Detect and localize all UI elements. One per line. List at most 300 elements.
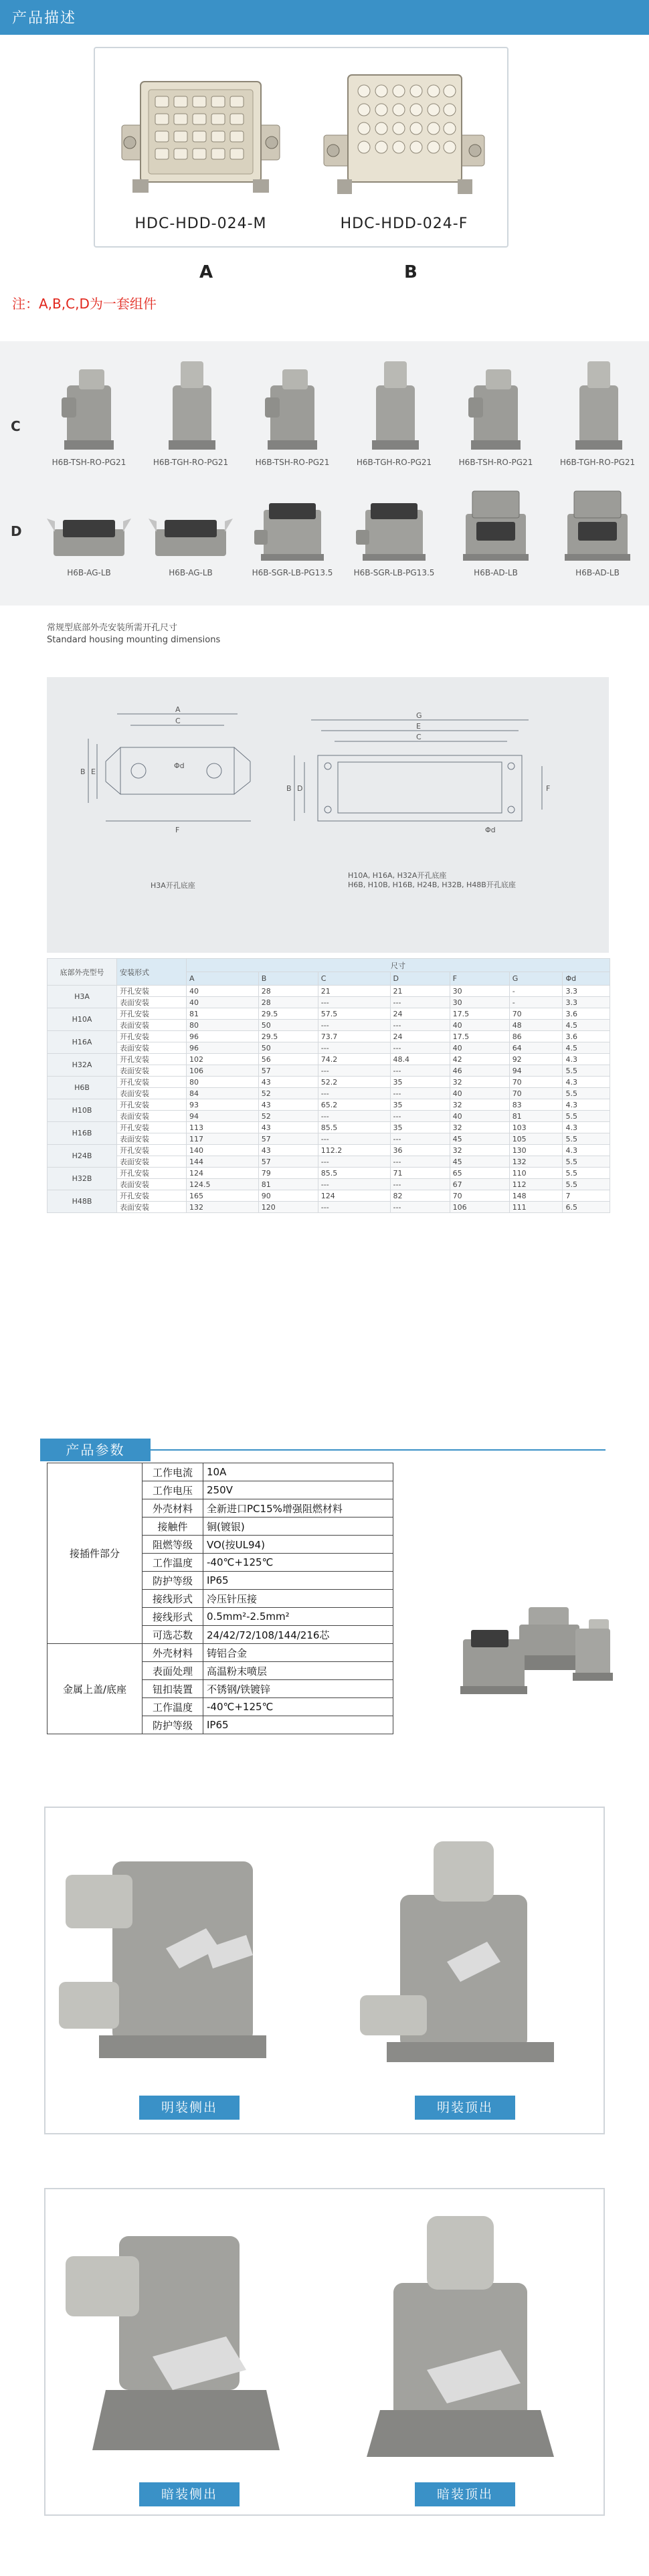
- table-cell-value: 21: [390, 986, 450, 997]
- table-cell-value: 3.6: [563, 1008, 610, 1020]
- table-cell-value: 93: [187, 1099, 259, 1111]
- table-cell-value: 5.5: [563, 1088, 610, 1099]
- table-row: [48, 1168, 610, 1179]
- table-cell-value: 24: [390, 1008, 450, 1020]
- table-cell-value: 81: [187, 1008, 259, 1020]
- table-col: F: [450, 972, 509, 986]
- table-cell-value: 85.5: [318, 1168, 390, 1179]
- table-cell-mount: 表面安装: [117, 1179, 187, 1190]
- table-cell-mount: 开孔安装: [117, 1122, 187, 1133]
- param-key: 工作电流: [143, 1463, 203, 1481]
- table-cell-model: H10A: [48, 1008, 117, 1031]
- dim-label-e: E: [91, 767, 96, 776]
- table-row: [48, 1145, 610, 1156]
- param-value: -40℃+125℃: [203, 1554, 393, 1572]
- table-cell-value: 82: [390, 1190, 450, 1202]
- table-cell-value: 32: [450, 1145, 509, 1156]
- table-row: [48, 1156, 610, 1168]
- female-insert-image: [317, 62, 491, 202]
- table-cell-model: H10B: [48, 1099, 117, 1122]
- param-row: [48, 1644, 393, 1662]
- base-item: [344, 496, 444, 577]
- table-cell-value: 140: [187, 1145, 259, 1156]
- table-cell-value: 45: [450, 1133, 509, 1145]
- insert-model-b: HDC-HDD-024-F: [340, 215, 468, 232]
- table-cell-value: 48: [509, 1020, 563, 1031]
- table-cell-value: 102: [187, 1054, 259, 1065]
- table-cell-value: 52: [258, 1088, 318, 1099]
- table-cell-mount: 开孔安装: [117, 1008, 187, 1020]
- table-cell-value: 3.3: [563, 997, 610, 1008]
- table-row: [48, 1065, 610, 1077]
- table-cell-value: 28: [258, 997, 318, 1008]
- caption-surface-side: 明装侧出: [139, 2096, 240, 2120]
- table-cell-value: 29.5: [258, 1008, 318, 1020]
- table-cell-model: H16A: [48, 1031, 117, 1054]
- table-cell-value: 35: [390, 1122, 450, 1133]
- table-cell-value: ---: [390, 1111, 450, 1122]
- recessed-mount-panel: [44, 2188, 605, 2516]
- param-value: 全新进口PC15%增强阻燃材料: [203, 1499, 393, 1517]
- table-cell-model: H16B: [48, 1122, 117, 1145]
- table-cell-value: 56: [258, 1054, 318, 1065]
- table-cell-value: 106: [187, 1065, 259, 1077]
- table-cell-value: ---: [390, 997, 450, 1008]
- base-caption: H6B-AG-LB: [67, 568, 111, 577]
- table-cell-model: H48B: [48, 1190, 117, 1213]
- dim-left-caption: H3A开孔底座: [151, 881, 195, 890]
- params-table: [47, 1463, 393, 1734]
- table-cell-mount: 表面安装: [117, 1065, 187, 1077]
- table-cell-value: 36: [390, 1145, 450, 1156]
- hood-item: [446, 355, 546, 467]
- param-key: 接线形式: [143, 1590, 203, 1608]
- param-value: -40℃+125℃: [203, 1698, 393, 1716]
- dim-label-phi2: Φd: [485, 826, 496, 834]
- insert-model-a: HDC-HDD-024-M: [134, 215, 267, 232]
- table-cell-value: ---: [390, 1202, 450, 1213]
- param-key: 接触件: [143, 1517, 203, 1536]
- table-cell-value: 165: [187, 1190, 259, 1202]
- table-cell-value: 124.5: [187, 1179, 259, 1190]
- table-cell-value: 57: [258, 1065, 318, 1077]
- table-cell-value: 43: [258, 1122, 318, 1133]
- table-cell-value: 7: [563, 1190, 610, 1202]
- table-cell-value: ---: [390, 1179, 450, 1190]
- table-cell-value: 4.3: [563, 1054, 610, 1065]
- table-cell-mount: 表面安装: [117, 1042, 187, 1054]
- table-row: [48, 1077, 610, 1088]
- table-cell-value: ---: [390, 1020, 450, 1031]
- table-cell-value: 144: [187, 1156, 259, 1168]
- table-cell-mount: 表面安装: [117, 1111, 187, 1122]
- table-cell-value: 57: [258, 1156, 318, 1168]
- table-cell-value: 96: [187, 1042, 259, 1054]
- params-table-body: [48, 1463, 393, 1734]
- table-cell-value: 32: [450, 1077, 509, 1088]
- param-key: 外壳材料: [143, 1644, 203, 1662]
- caption-recessed-side: 暗装侧出: [139, 2482, 240, 2506]
- param-key: 可选芯数: [143, 1626, 203, 1644]
- table-cell-value: 32: [450, 1122, 509, 1133]
- param-row: [48, 1463, 393, 1481]
- table-cell-mount: 表面安装: [117, 1202, 187, 1213]
- dims-title-en: Standard housing mounting dimensions: [47, 635, 221, 645]
- table-cell-mount: 表面安装: [117, 1088, 187, 1099]
- table-row: [48, 1122, 610, 1133]
- table-col: G: [509, 972, 563, 986]
- table-row: [48, 1179, 610, 1190]
- table-cell-value: 70: [509, 1008, 563, 1020]
- table-cell-value: 74.2: [318, 1054, 390, 1065]
- table-cell-value: 96: [187, 1031, 259, 1042]
- table-cell-value: 17.5: [450, 1008, 509, 1020]
- hood-caption: H6B-TGH-RO-PG21: [559, 458, 636, 467]
- table-cell-value: 105: [509, 1133, 563, 1145]
- dims-title: [47, 622, 220, 646]
- table-cell-value: 90: [258, 1190, 318, 1202]
- table-cell-value: 40: [450, 1111, 509, 1122]
- table-cell-value: ---: [318, 1065, 390, 1077]
- housing-grid: [0, 341, 649, 606]
- table-cell-value: 71: [390, 1168, 450, 1179]
- params-divider: [151, 1449, 606, 1451]
- dim-label-d2: D: [297, 784, 303, 793]
- hood-caption: H6B-TSH-RO-PG21: [255, 458, 330, 467]
- table-cell-value: 57.5: [318, 1008, 390, 1020]
- table-cell-value: 4.3: [563, 1145, 610, 1156]
- table-cell-value: 132: [509, 1156, 563, 1168]
- param-key: 工作温度: [143, 1554, 203, 1572]
- table-cell-value: 5.5: [563, 1065, 610, 1077]
- table-cell-value: 65.2: [318, 1099, 390, 1111]
- dimension-table: [47, 958, 610, 1213]
- table-row: [48, 986, 610, 997]
- table-col: A: [187, 972, 259, 986]
- table-cell-mount: 表面安装: [117, 1133, 187, 1145]
- table-cell-value: 48.4: [390, 1054, 450, 1065]
- surface-mount-images: [45, 1835, 606, 2089]
- section-title: 产品描述: [12, 10, 77, 27]
- table-cell-value: 40: [187, 997, 259, 1008]
- dims-title-cn: 常规型底部外壳安装所需开孔尺寸: [47, 623, 178, 633]
- table-cell-value: 70: [509, 1077, 563, 1088]
- table-col: B: [258, 972, 318, 986]
- table-cell-value: 52.2: [318, 1077, 390, 1088]
- table-cell-value: 110: [509, 1168, 563, 1179]
- param-value: 24/42/72/108/144/216芯: [203, 1626, 393, 1644]
- table-cell-value: 28: [258, 986, 318, 997]
- table-cell-value: ---: [318, 1020, 390, 1031]
- param-value: VO(按UL94): [203, 1536, 393, 1554]
- table-cell-value: 17.5: [450, 1031, 509, 1042]
- hood-caption: H6B-TSH-RO-PG21: [52, 458, 126, 467]
- row-letter-c: C: [11, 418, 21, 434]
- table-cell-value: ---: [390, 1042, 450, 1054]
- table-cell-value: 112: [509, 1179, 563, 1190]
- table-cell-value: 4.5: [563, 1020, 610, 1031]
- param-value: 高温粉末喷层: [203, 1662, 393, 1680]
- table-cell-value: 67: [450, 1179, 509, 1190]
- dim-label-f2: F: [546, 784, 551, 793]
- dim-label-f: F: [175, 826, 180, 834]
- table-cell-value: 120: [258, 1202, 318, 1213]
- table-cell-value: 43: [258, 1099, 318, 1111]
- table-head-model: 底部外壳型号: [48, 959, 117, 986]
- table-row: [48, 1111, 610, 1122]
- table-cell-value: 70: [450, 1190, 509, 1202]
- table-cell-value: 4.3: [563, 1122, 610, 1133]
- table-cell-mount: 开孔安装: [117, 1099, 187, 1111]
- hood-caption: H6B-TGH-RO-PG21: [356, 458, 432, 467]
- table-cell-value: ---: [390, 1088, 450, 1099]
- base-item: [446, 487, 546, 577]
- table-cell-value: 4.5: [563, 1042, 610, 1054]
- table-cell-value: 50: [258, 1042, 318, 1054]
- insert-letter-b: B: [404, 262, 418, 282]
- table-row: [48, 1133, 610, 1145]
- table-cell-value: 65: [450, 1168, 509, 1179]
- base-caption: H6B-SGR-LB-PG13.5: [353, 568, 435, 577]
- param-value: IP65: [203, 1572, 393, 1590]
- table-row: [48, 1042, 610, 1054]
- param-key: 防护等级: [143, 1716, 203, 1734]
- table-row: [48, 1031, 610, 1042]
- table-cell-value: 4.3: [563, 1077, 610, 1088]
- table-cell-value: 30: [450, 986, 509, 997]
- table-cell-mount: 表面安装: [117, 1020, 187, 1031]
- table-cell-value: 5.5: [563, 1133, 610, 1145]
- table-cell-value: 35: [390, 1077, 450, 1088]
- hood-caption: H6B-TSH-RO-PG21: [458, 458, 533, 467]
- param-key: 钮扣装置: [143, 1680, 203, 1698]
- table-cell-value: 6.5: [563, 1202, 610, 1213]
- hood-item: [344, 355, 444, 467]
- params-badge: 产品参数: [40, 1439, 151, 1461]
- table-cell-value: 40: [187, 986, 259, 997]
- table-cell-value: ---: [318, 1202, 390, 1213]
- base-item: [39, 505, 139, 577]
- table-cell-value: ---: [318, 997, 390, 1008]
- table-cell-value: -: [509, 986, 563, 997]
- table-cell-value: ---: [318, 1156, 390, 1168]
- insert-letter-a: A: [199, 262, 213, 282]
- table-cell-value: 40: [450, 1088, 509, 1099]
- table-cell-mount: 开孔安装: [117, 1190, 187, 1202]
- table-head-size: 尺寸: [187, 959, 610, 972]
- param-value: 冷压针压接: [203, 1590, 393, 1608]
- param-value: 0.5mm²-2.5mm²: [203, 1608, 393, 1626]
- table-cell-value: 148: [509, 1190, 563, 1202]
- dim-label-b2: B: [286, 784, 292, 793]
- section-header: [0, 0, 649, 35]
- table-cell-value: 30: [450, 997, 509, 1008]
- table-cell-value: 85.5: [318, 1122, 390, 1133]
- table-cell-value: 5.5: [563, 1111, 610, 1122]
- param-value: 铜(镀银): [203, 1517, 393, 1536]
- table-col: Φd: [563, 972, 610, 986]
- dim-right-caption-2: H6B, H10B, H16B, H24B, H32B, H48B开孔底座: [348, 881, 516, 889]
- table-cell-value: 24: [390, 1031, 450, 1042]
- param-key: 外壳材料: [143, 1499, 203, 1517]
- caption-surface-top: 明装顶出: [415, 2096, 515, 2120]
- table-cell-value: 4.3: [563, 1099, 610, 1111]
- table-head-mount: 安装形式: [117, 959, 187, 986]
- dim-label-a: A: [175, 705, 181, 714]
- table-cell-value: 57: [258, 1133, 318, 1145]
- table-cell-value: 64: [509, 1042, 563, 1054]
- table-cell-value: 80: [187, 1077, 259, 1088]
- table-cell-value: ---: [390, 1133, 450, 1145]
- base-caption: H6B-AD-LB: [575, 568, 620, 577]
- table-cell-value: 86: [509, 1031, 563, 1042]
- table-cell-value: -: [509, 997, 563, 1008]
- table-cell-value: 79: [258, 1168, 318, 1179]
- param-key: 接线形式: [143, 1608, 203, 1626]
- table-row: [48, 1099, 610, 1111]
- table-cell-value: 5.5: [563, 1179, 610, 1190]
- table-cell-mount: 开孔安装: [117, 1031, 187, 1042]
- base-item: [242, 496, 343, 577]
- table-cell-value: 84: [187, 1088, 259, 1099]
- dim-label-g: G: [416, 711, 422, 720]
- table-col: D: [390, 972, 450, 986]
- table-cell-mount: 开孔安装: [117, 1054, 187, 1065]
- table-cell-value: 5.5: [563, 1168, 610, 1179]
- param-key: 表面处理: [143, 1662, 203, 1680]
- param-value: 铸铝合金: [203, 1644, 393, 1662]
- table-cell-mount: 开孔安装: [117, 986, 187, 997]
- param-value: IP65: [203, 1716, 393, 1734]
- table-cell-value: 42: [450, 1054, 509, 1065]
- table-cell-mount: 开孔安装: [117, 1077, 187, 1088]
- dim-label-c2: C: [416, 733, 422, 741]
- table-cell-value: 43: [258, 1145, 318, 1156]
- param-group-name: 金属上盖/底座: [48, 1644, 143, 1734]
- table-cell-model: H32B: [48, 1168, 117, 1190]
- table-cell-value: 94: [509, 1065, 563, 1077]
- table-row: [48, 1054, 610, 1065]
- table-cell-value: 46: [450, 1065, 509, 1077]
- base-item: [547, 487, 648, 577]
- dims-drawing: [47, 677, 609, 953]
- table-cell-value: 92: [509, 1054, 563, 1065]
- base-caption: H6B-AD-LB: [474, 568, 518, 577]
- table-cell-value: ---: [318, 1111, 390, 1122]
- param-key: 工作温度: [143, 1698, 203, 1716]
- table-cell-value: 40: [450, 1020, 509, 1031]
- table-row: [48, 1088, 610, 1099]
- table-cell-value: 113: [187, 1122, 259, 1133]
- table-cell-value: 103: [509, 1122, 563, 1133]
- surface-mount-panel: [44, 1807, 605, 2134]
- table-cell-model: H3A: [48, 986, 117, 1008]
- table-cell-value: 29.5: [258, 1031, 318, 1042]
- table-cell-value: 124: [318, 1190, 390, 1202]
- table-cell-value: 112.2: [318, 1145, 390, 1156]
- table-cell-mount: 开孔安装: [117, 1168, 187, 1179]
- base-caption: H6B-AG-LB: [169, 568, 213, 577]
- table-cell-value: 117: [187, 1133, 259, 1145]
- param-value: 250V: [203, 1481, 393, 1499]
- table-cell-value: 81: [258, 1179, 318, 1190]
- table-cell-value: ---: [318, 1133, 390, 1145]
- hood-item: [39, 355, 139, 467]
- table-cell-value: 106: [450, 1202, 509, 1213]
- table-cell-value: ---: [318, 1088, 390, 1099]
- param-key: 工作电压: [143, 1481, 203, 1499]
- table-cell-model: H6B: [48, 1077, 117, 1099]
- table-cell-value: 21: [318, 986, 390, 997]
- caption-recessed-top: 暗装顶出: [415, 2482, 515, 2506]
- base-item: [141, 505, 241, 577]
- row-letter-d: D: [11, 523, 22, 539]
- table-cell-value: 43: [258, 1077, 318, 1088]
- param-value: 不锈钢/铁镀锌: [203, 1680, 393, 1698]
- table-row: [48, 997, 610, 1008]
- table-cell-value: 40: [450, 1042, 509, 1054]
- table-cell-value: 45: [450, 1156, 509, 1168]
- table-cell-value: 3.3: [563, 986, 610, 997]
- hood-caption: H6B-TGH-RO-PG21: [153, 458, 229, 467]
- table-cell-value: ---: [318, 1042, 390, 1054]
- dims-svg: [47, 677, 609, 953]
- table-cell-value: 80: [187, 1020, 259, 1031]
- assembly-note: 注：A,B,C,D为一套组件: [12, 296, 157, 312]
- hood-item: [547, 355, 648, 467]
- dim-label-phi: Φd: [174, 761, 185, 770]
- table-cell-value: 124: [187, 1168, 259, 1179]
- table-cell-model: H24B: [48, 1145, 117, 1168]
- param-key: 防护等级: [143, 1572, 203, 1590]
- table-cell-value: ---: [390, 1065, 450, 1077]
- hood-item: [141, 355, 241, 467]
- table-cell-value: 5.5: [563, 1156, 610, 1168]
- dimension-table-body: [48, 986, 610, 1213]
- table-cell-value: 111: [509, 1202, 563, 1213]
- table-row: [48, 1202, 610, 1213]
- recessed-mount-images: [45, 2209, 606, 2464]
- dim-right-caption-1: H10A, H16A, H32A开孔底座: [348, 871, 447, 880]
- table-cell-value: 81: [509, 1111, 563, 1122]
- male-insert-image: [114, 62, 288, 202]
- table-cell-value: ---: [390, 1156, 450, 1168]
- table-cell-value: 3.6: [563, 1031, 610, 1042]
- table-row: [48, 1008, 610, 1020]
- table-cell-value: 50: [258, 1020, 318, 1031]
- param-key: 阻燃等级: [143, 1536, 203, 1554]
- table-col: C: [318, 972, 390, 986]
- base-caption: H6B-SGR-LB-PG13.5: [252, 568, 333, 577]
- table-row: [48, 1190, 610, 1202]
- table-cell-value: 70: [509, 1088, 563, 1099]
- housing-set-image: [455, 1599, 616, 1706]
- hood-item: [242, 355, 343, 467]
- table-cell-model: H32A: [48, 1054, 117, 1077]
- table-cell-value: 94: [187, 1111, 259, 1122]
- insert-photo-box: [94, 47, 508, 248]
- param-group-name: 接插件部分: [48, 1463, 143, 1644]
- table-cell-value: 52: [258, 1111, 318, 1122]
- dim-label-c: C: [175, 717, 181, 725]
- table-cell-value: 130: [509, 1145, 563, 1156]
- table-cell-value: 32: [450, 1099, 509, 1111]
- table-cell-value: 83: [509, 1099, 563, 1111]
- dim-label-e2: E: [416, 722, 421, 731]
- param-value: 10A: [203, 1463, 393, 1481]
- table-cell-value: ---: [318, 1179, 390, 1190]
- table-cell-mount: 表面安装: [117, 997, 187, 1008]
